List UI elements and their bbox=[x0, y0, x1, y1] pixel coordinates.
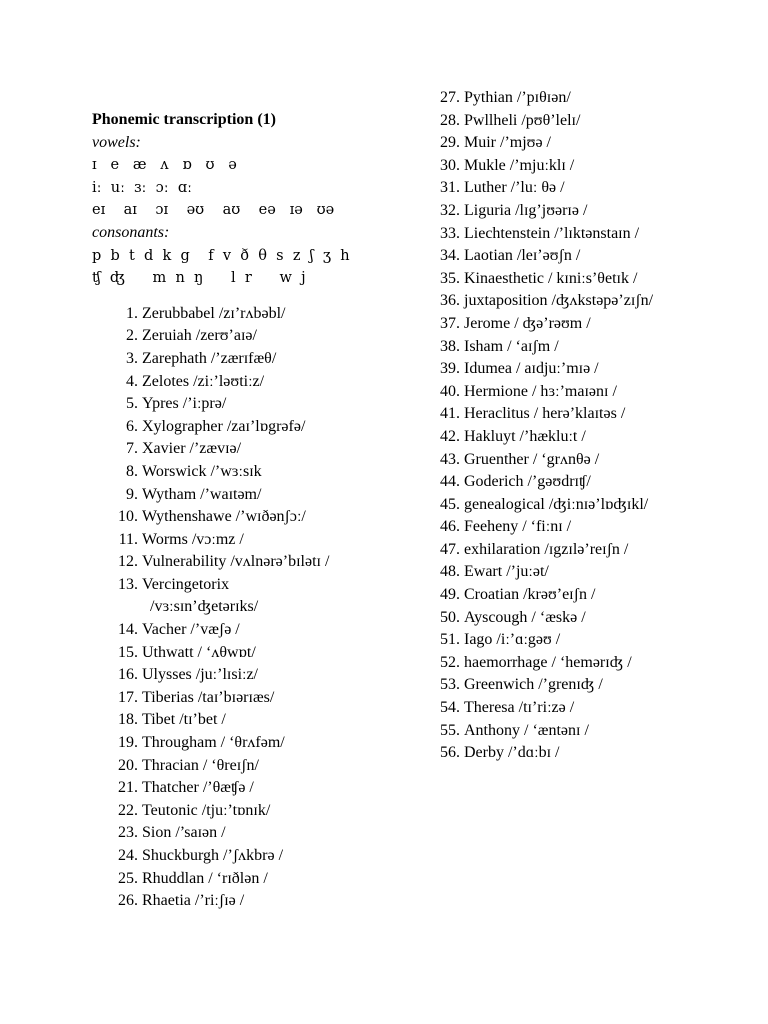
item-text: Anthony / ‘æntənɪ / bbox=[464, 721, 589, 739]
item-text: Xylographer /zaɪ’lɒgrəfə/ bbox=[142, 417, 306, 435]
list-item bbox=[92, 303, 422, 326]
item-number: 1. bbox=[126, 304, 138, 322]
list-item bbox=[92, 642, 422, 665]
list-item bbox=[92, 732, 422, 755]
list-item bbox=[430, 223, 760, 246]
list-item bbox=[92, 506, 422, 529]
item-text: Vacher /’væʃə / bbox=[142, 621, 240, 639]
item-text: Teutonic /tjuː’tɒnɪk/ bbox=[142, 801, 271, 819]
item-number: 44. bbox=[440, 473, 460, 491]
item-number: 13. bbox=[118, 575, 138, 593]
item-number: 11. bbox=[118, 530, 138, 548]
list-item bbox=[430, 403, 760, 426]
list-item bbox=[430, 652, 760, 675]
item-text: Thracian / ‘θreɪʃn/ bbox=[142, 756, 259, 774]
item-text: Zerubbabel /zɪ’rʌbəbl/ bbox=[142, 304, 286, 322]
list-item bbox=[430, 110, 760, 133]
item-text: Zelotes /ziː’ləʊtiːz/ bbox=[142, 372, 265, 390]
list-item bbox=[430, 471, 760, 494]
item-text: Rhaetia /’riːʃɪə / bbox=[142, 892, 245, 910]
item-number: 45. bbox=[440, 495, 460, 513]
list-item bbox=[430, 539, 760, 562]
item-text: haemorrhage / ‘hemərɪʤ / bbox=[464, 653, 632, 671]
item-text: Iago /iː’ɑːgəʊ / bbox=[464, 631, 561, 649]
item-number: 36. bbox=[440, 292, 460, 310]
list-item bbox=[430, 268, 760, 291]
item-text: Shuckburgh /’ʃʌkbrə / bbox=[142, 847, 284, 864]
item-text: Sion /’saɪən / bbox=[142, 824, 226, 842]
spacer bbox=[92, 290, 422, 303]
list-item bbox=[430, 290, 760, 313]
item-number: 52. bbox=[440, 653, 460, 671]
list-item bbox=[430, 358, 760, 381]
item-text: Ayscough / ‘æskə / bbox=[464, 608, 586, 626]
item-text: Uthwatt / ‘ʌθwɒt/ bbox=[142, 643, 256, 661]
item-number: 30. bbox=[440, 156, 460, 174]
list-item bbox=[92, 484, 422, 507]
item-text: Gruenther / ‘grʌnθə / bbox=[464, 450, 600, 468]
item-number: 50. bbox=[440, 608, 460, 626]
item-text: Rhuddlan / ‘rɪðlən / bbox=[142, 869, 268, 887]
item-number: 3. bbox=[126, 349, 138, 367]
item-number: 24. bbox=[118, 847, 138, 864]
list-item bbox=[92, 777, 422, 800]
item-number: 23. bbox=[118, 824, 138, 842]
item-text: Mukle /’mjuːklɪ / bbox=[464, 156, 575, 174]
item-text: Laotian /leɪ’əʊʃn / bbox=[464, 247, 581, 265]
item-text: Vulnerability /vʌlnərə’bɪlətɪ / bbox=[142, 553, 330, 571]
list-item bbox=[430, 313, 760, 336]
list-item bbox=[430, 336, 760, 359]
item-text: Worms /vɔːmz / bbox=[142, 530, 244, 548]
list-item bbox=[92, 416, 422, 439]
list-item bbox=[430, 155, 760, 178]
item-number: 5. bbox=[126, 395, 138, 413]
list-item bbox=[430, 584, 760, 607]
item-text: Goderich /’gəʊdrɪʧ/ bbox=[464, 473, 591, 491]
word-list-left bbox=[92, 303, 422, 913]
item-number: 15. bbox=[118, 643, 138, 661]
item-text: Pythian /’pɪθɪən/ bbox=[464, 89, 571, 106]
item-number: 38. bbox=[440, 337, 460, 355]
list-item bbox=[430, 629, 760, 652]
item-text: Hermione / hɜː’maɪənɪ / bbox=[464, 382, 617, 400]
item-number: 20. bbox=[118, 756, 138, 774]
list-item bbox=[92, 619, 422, 642]
item-number: 27. bbox=[440, 89, 460, 106]
list-item bbox=[92, 687, 422, 710]
item-number: 22. bbox=[118, 801, 138, 819]
item-text: Througham / ‘θrʌfəm/ bbox=[142, 734, 285, 752]
item-text: Feeheny / ‘fiːnɪ / bbox=[464, 518, 572, 536]
list-item bbox=[430, 720, 760, 743]
vowel-row: ɪ e æ ʌ ɒ ʊ ə bbox=[92, 157, 237, 174]
list-item bbox=[430, 742, 760, 765]
vowel-row: eɪ aɪ ɔɪ əʊ aʊ eə ɪə ʊə bbox=[92, 202, 335, 219]
list-item bbox=[92, 325, 422, 348]
item-number: 17. bbox=[118, 688, 138, 706]
list-item bbox=[430, 607, 760, 630]
item-text: Jerome / ʤə’rəʊm / bbox=[464, 314, 591, 332]
item-number: 42. bbox=[440, 427, 460, 445]
item-number: 54. bbox=[440, 699, 460, 717]
item-text: Wythenshawe /’wɪðənʃɔː/ bbox=[142, 508, 306, 526]
left-column bbox=[92, 109, 422, 913]
vowels-label: vowels: bbox=[92, 133, 141, 151]
item-text: Ulysses /juː’lɪsiːz/ bbox=[142, 666, 258, 684]
list-item bbox=[92, 438, 422, 461]
list-item bbox=[92, 755, 422, 778]
item-number: 8. bbox=[126, 462, 138, 480]
right-column bbox=[430, 87, 760, 765]
item-number: 47. bbox=[440, 540, 460, 558]
list-item bbox=[430, 561, 760, 584]
list-item bbox=[92, 800, 422, 823]
item-text: Worswick /’wɜːsɪk bbox=[142, 462, 262, 480]
list-item bbox=[430, 381, 760, 404]
list-item bbox=[92, 664, 422, 687]
item-number: 21. bbox=[118, 779, 138, 797]
item-number: 41. bbox=[440, 405, 460, 423]
item-number: 33. bbox=[440, 224, 460, 242]
list-item bbox=[430, 697, 760, 720]
item-text: juxtaposition /ʤʌkstəpə’zɪʃn/ bbox=[464, 292, 654, 310]
item-number: 12. bbox=[118, 553, 138, 571]
list-item bbox=[92, 393, 422, 416]
item-text: genealogical /ʤiːnɪə’lɒʤɪkl/ bbox=[464, 495, 649, 513]
item-number: 56. bbox=[440, 744, 460, 762]
list-item bbox=[430, 674, 760, 697]
item-text: Zarephath /’zærɪfæθ/ bbox=[142, 349, 277, 367]
word-list-right bbox=[430, 87, 760, 765]
item-text: Derby /’dɑːbɪ / bbox=[464, 744, 560, 762]
item-text: Croatian /krəʊ’eɪʃn / bbox=[464, 586, 596, 604]
item-number: 34. bbox=[440, 247, 460, 265]
item-text: Ewart /’juːət/ bbox=[464, 563, 549, 581]
item-text: Muir /’mjʊə / bbox=[464, 134, 551, 152]
item-text: Liguria /lɪg’jʊərɪə / bbox=[464, 201, 588, 219]
item-number: 14. bbox=[118, 621, 138, 639]
item-number: 29. bbox=[440, 134, 460, 152]
item-text: Zeruiah /zerʊ’aɪə/ bbox=[142, 327, 257, 345]
item-continuation: /vɜːsɪn’ʤetərɪks/ bbox=[150, 598, 259, 616]
list-item bbox=[92, 371, 422, 394]
list-item bbox=[430, 426, 760, 449]
item-number: 28. bbox=[440, 111, 460, 129]
item-number: 39. bbox=[440, 360, 460, 378]
consonant-row: ʧ ʤ m n ŋ l r w j bbox=[92, 270, 306, 287]
item-number: 2. bbox=[126, 327, 138, 345]
item-number: 46. bbox=[440, 518, 460, 536]
item-number: 19. bbox=[118, 734, 138, 752]
item-text: Tibet /tɪ’bet / bbox=[142, 711, 226, 729]
item-number: 10. bbox=[118, 508, 138, 526]
item-number: 43. bbox=[440, 450, 460, 468]
list-item bbox=[92, 461, 422, 484]
list-item bbox=[92, 822, 422, 845]
list-item bbox=[92, 529, 422, 552]
item-text: Luther /’luː θə / bbox=[464, 179, 565, 197]
item-text: Isham / ‘aɪʃm / bbox=[464, 337, 559, 355]
item-text: Hakluyt /’hækluːt / bbox=[464, 427, 586, 445]
list-item bbox=[92, 709, 422, 732]
item-number: 31. bbox=[440, 179, 460, 197]
item-number: 53. bbox=[440, 676, 460, 694]
list-item bbox=[92, 890, 422, 913]
item-text: Liechtenstein /’lɪktənstaɪn / bbox=[464, 224, 640, 242]
list-item bbox=[430, 516, 760, 539]
list-item bbox=[92, 868, 422, 891]
list-item bbox=[430, 132, 760, 155]
item-number: 18. bbox=[118, 711, 138, 729]
consonants-label: consonants: bbox=[92, 223, 170, 241]
item-number: 9. bbox=[126, 485, 138, 503]
page-title: Phonemic transcription (1) bbox=[92, 111, 276, 128]
item-number: 40. bbox=[440, 382, 460, 400]
list-item bbox=[430, 87, 760, 110]
consonant-row: p b t d k g f v ð θ s z ʃ ʒ h bbox=[92, 247, 350, 264]
item-number: 49. bbox=[440, 586, 460, 604]
list-item bbox=[430, 449, 760, 472]
list-item bbox=[430, 245, 760, 268]
item-number: 16. bbox=[118, 666, 138, 684]
list-item bbox=[92, 348, 422, 371]
item-number: 4. bbox=[126, 372, 138, 390]
item-text: Greenwich /’grenɪʤ / bbox=[464, 676, 603, 694]
item-text: Ypres /’iːprə/ bbox=[142, 395, 227, 413]
item-number: 25. bbox=[118, 869, 138, 887]
item-text: Wytham /’waɪtəm/ bbox=[142, 485, 262, 503]
item-number: 35. bbox=[440, 269, 460, 287]
item-text: Heraclitus / herə’klaɪtəs / bbox=[464, 405, 626, 423]
item-text: exhilaration /ɪgzɪlə’reɪʃn / bbox=[464, 540, 629, 558]
item-text: Theresa /tɪ’riːzə / bbox=[464, 699, 575, 717]
item-number: 51. bbox=[440, 631, 460, 649]
item-number: 48. bbox=[440, 563, 460, 581]
item-number: 6. bbox=[126, 417, 138, 435]
item-text: Vercingetorix bbox=[142, 575, 230, 593]
item-text: Kinaesthetic / kɪniːs’θetɪk / bbox=[464, 269, 638, 287]
item-number: 32. bbox=[440, 201, 460, 219]
item-text: Pwllheli /pʊθ’lelɪ/ bbox=[464, 111, 581, 129]
list-item bbox=[92, 574, 422, 597]
list-item bbox=[92, 845, 422, 868]
item-text: Thatcher /’θæʧə / bbox=[142, 779, 254, 797]
list-item bbox=[430, 177, 760, 200]
item-text: Tiberias /taɪ’bɪərɪæs/ bbox=[142, 688, 275, 706]
vowel-row: iː uː ɜː ɔː ɑː bbox=[92, 179, 193, 196]
list-item bbox=[430, 494, 760, 517]
item-text: Idumea / aɪdjuː’mɪə / bbox=[464, 360, 599, 378]
list-item bbox=[430, 200, 760, 223]
item-number: 55. bbox=[440, 721, 460, 739]
item-number: 26. bbox=[118, 892, 138, 910]
item-number: 7. bbox=[126, 440, 138, 458]
list-item bbox=[92, 551, 422, 574]
item-number: 37. bbox=[440, 314, 460, 332]
item-text: Xavier /’zævɪə/ bbox=[142, 440, 242, 458]
